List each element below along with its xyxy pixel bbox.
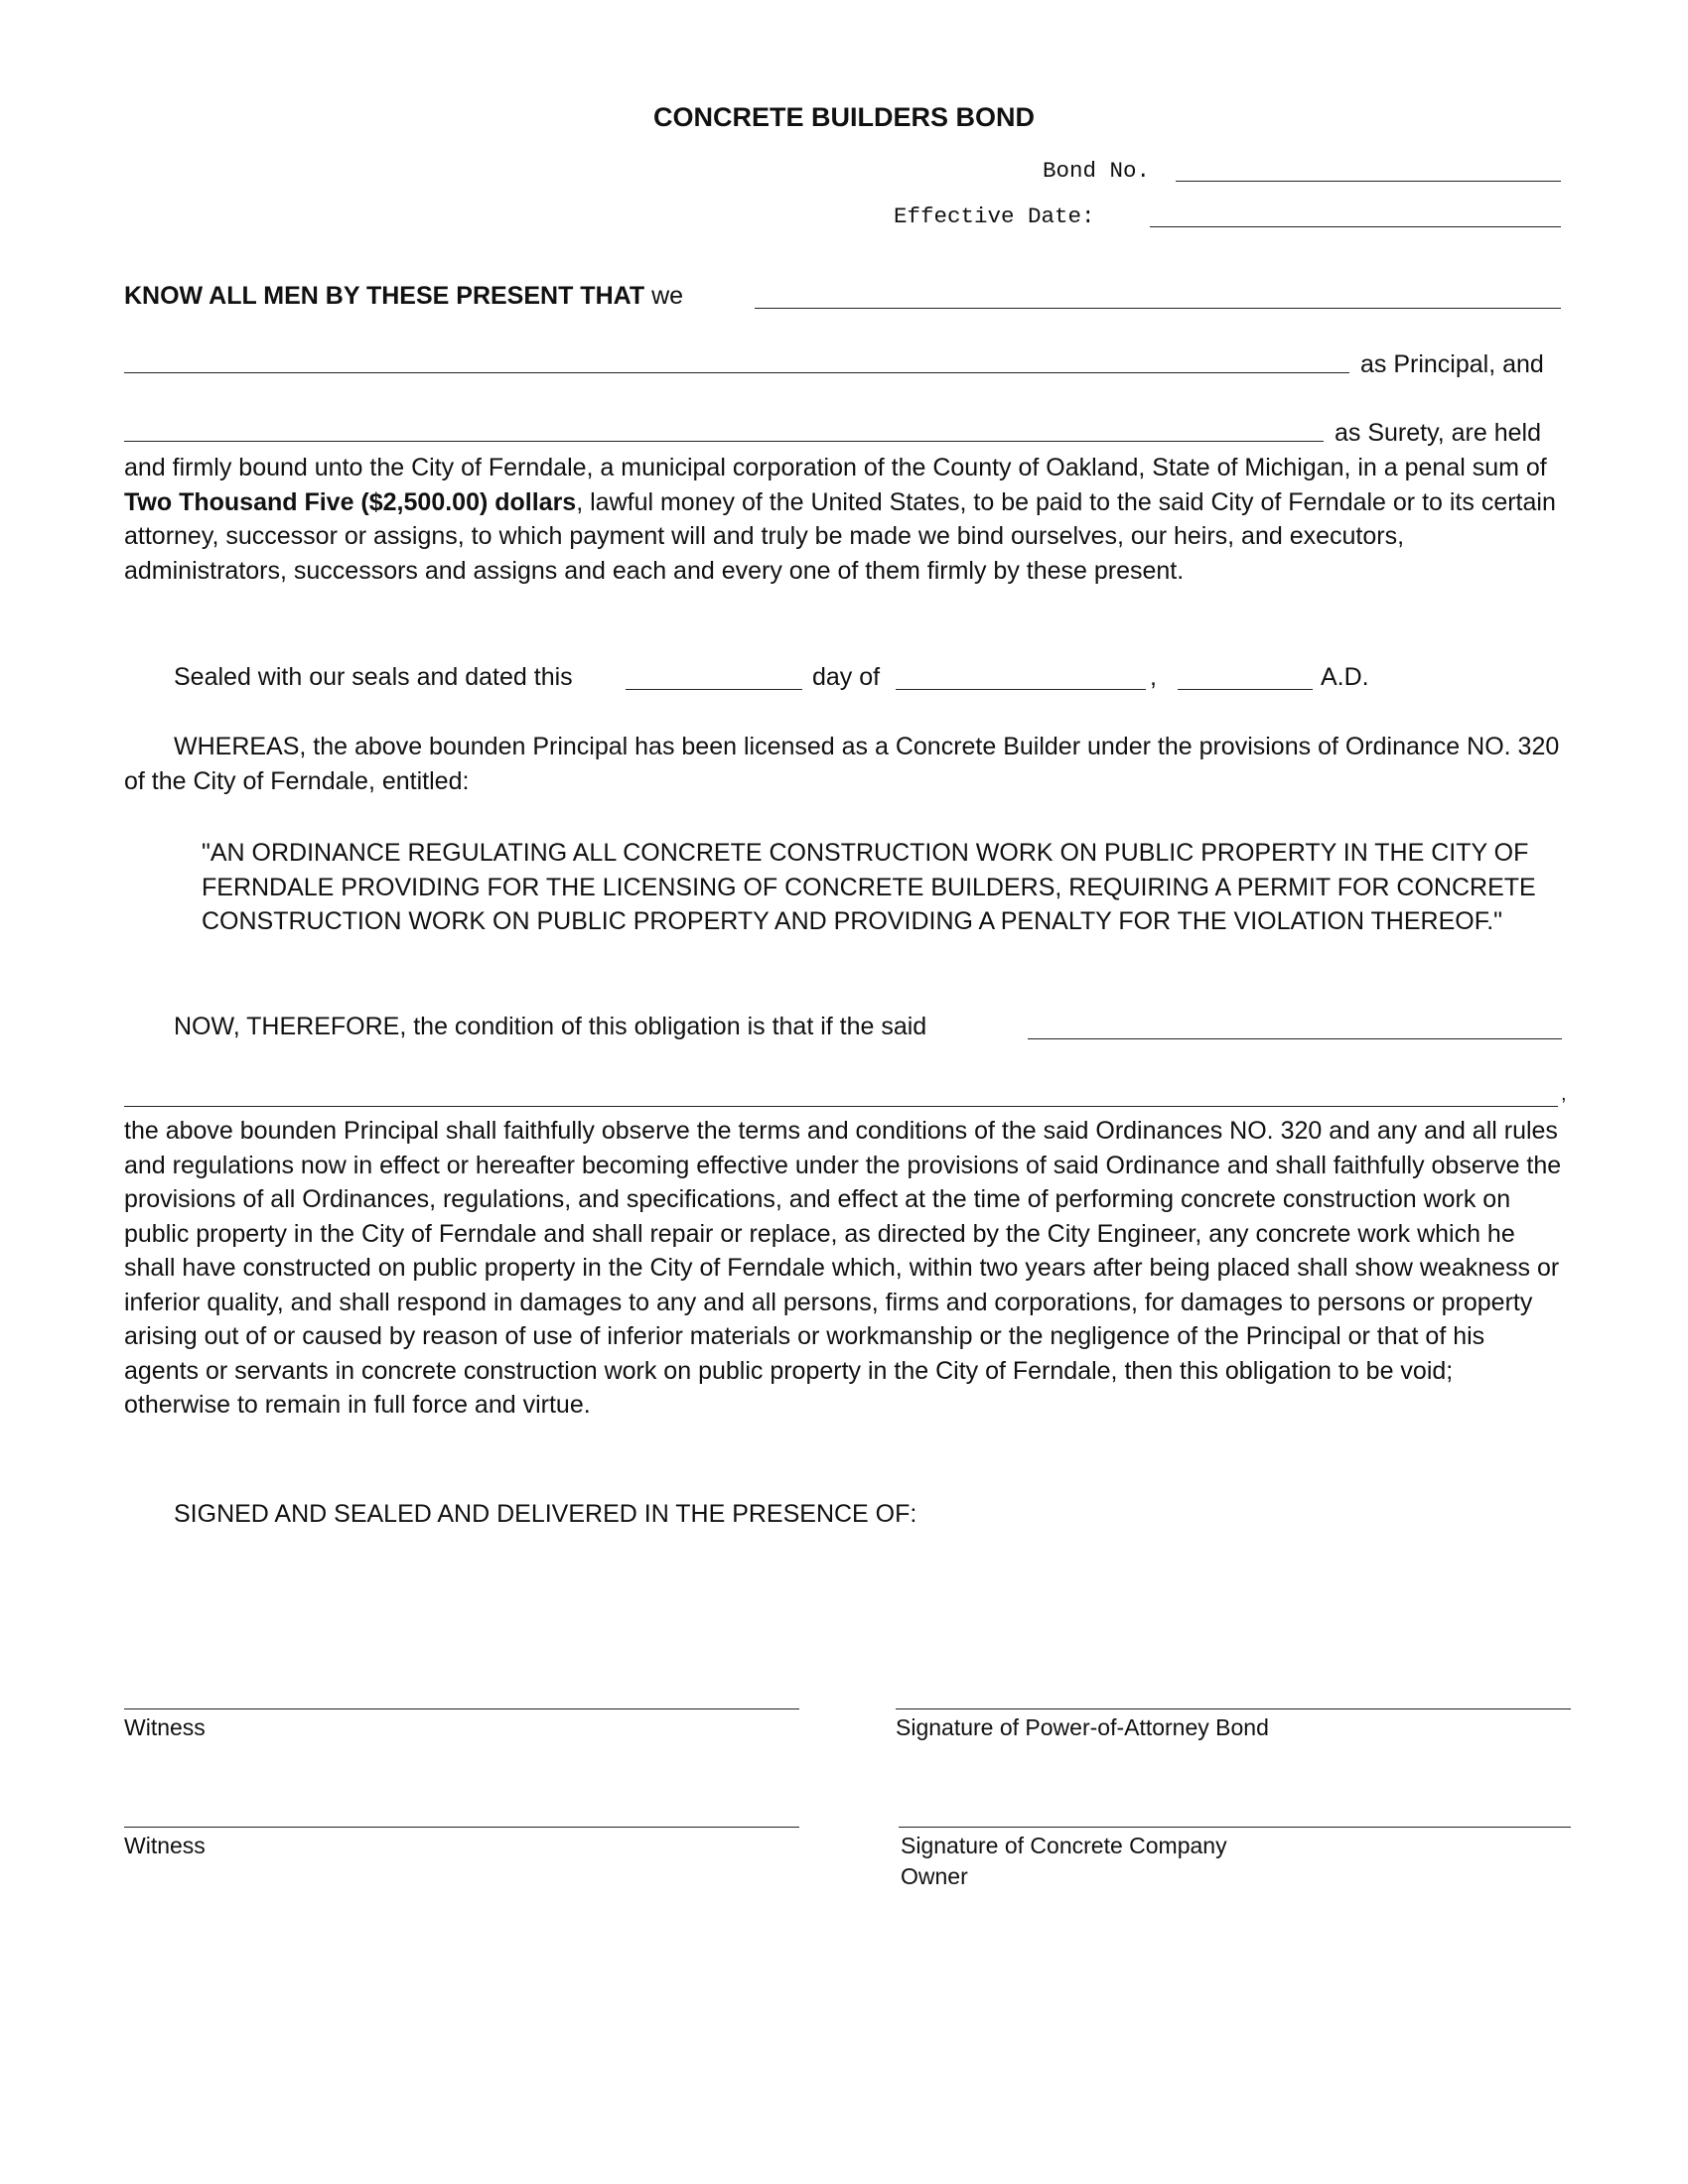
- principal-name-continued-input[interactable]: [124, 346, 1349, 373]
- sealed-prefix: Sealed with our seals and dated this: [174, 663, 573, 691]
- intro-line: [124, 279, 683, 314]
- ordinance-quote: "AN ORDINANCE REGULATING ALL CONCRETE CONSTRUCTION WORK ON PUBLIC PROPERTY IN THE CITY OF FERNDALE PROVIDING FOR THE LICENSING OF CONCRETE BUILDERS, REQUIRING A PERMIT FOR CONCRETE CONSTRUCTION WORK ON PUBLIC PROPERTY AND PROVIDING A PENALTY FOR THE VIOLATION THEREOF.": [202, 839, 1536, 935]
- whereas-paragraph: WHEREAS, the above bounden Principal has been licensed as a Concrete Builder under the provisions of Ordinance NO. 320 of the City of Ferndale, entitled:: [124, 733, 1560, 795]
- bound-text-2: , lawful money of the United States, to be paid to the said City of Ferndale or to its certain attorney, successor or assigns, to which payment will and truly be made we bind ourselves, our heirs, and executors, administrators, successors and assigns and each and every one of them firmly by these present.: [124, 487, 1556, 585]
- bound-text-1: and firmly bound unto the City of Ferndale, a municipal corporation of the County of Oakland, State of Michigan, in a penal sum of: [124, 454, 1547, 481]
- company-signature-label: Signature of Concrete Company: [901, 1833, 1227, 1858]
- intro-bold: KNOW ALL MEN BY THESE PRESENT THAT: [124, 282, 645, 310]
- said-name-comma: ,: [1561, 1083, 1567, 1105]
- as-principal-label: as Principal, and: [1360, 350, 1544, 378]
- sealed-day-input[interactable]: [626, 663, 802, 690]
- signed-heading: SIGNED AND SEALED AND DELIVERED IN THE PRESENCE OF:: [174, 1500, 917, 1528]
- sealed-comma: ,: [1150, 663, 1157, 691]
- sealed-day-of: day of: [812, 663, 881, 691]
- penal-sum: Two Thousand Five ($2,500.00) dollars: [124, 487, 577, 516]
- witness-2-label: Witness: [124, 1833, 206, 1858]
- sealed-year-input[interactable]: [1178, 663, 1313, 690]
- said-name-input[interactable]: [1028, 1013, 1562, 1039]
- sealed-ad: A.D.: [1321, 663, 1369, 691]
- bond-no-label: Bond No.: [1043, 158, 1151, 184]
- effective-date-input[interactable]: [1150, 201, 1561, 227]
- intro-we: we: [651, 282, 684, 310]
- power-of-attorney-label: Signature of Power-of-Attorney Bond: [896, 1714, 1269, 1740]
- principal-name-input[interactable]: [755, 282, 1561, 309]
- effective-date-label: Effective Date:: [894, 204, 1095, 229]
- power-of-attorney-signature-line[interactable]: [896, 1708, 1571, 1709]
- bond-no-input[interactable]: [1176, 155, 1561, 182]
- condition-paragraph: the above bounden Principal shall faithfully observe the terms and conditions of the said Ordinances NO. 320 and any and all rules and regulations now in effect or hereafter becoming effective under the provisions of said Ordinance and shall faithfully observe the provisions of all Ordinances, regulations, and specifications, and effect at the time of performing concrete construction work on public property in the City of Ferndale and shall repair or replace, as directed by the City Engineer, any concrete work which he shall have constructed on public property in the City of Ferndale which, within two years after being placed shall show weakness or inferior quality, and shall respond in damages to any and all persons, firms and corporations, for damages to persons or property arising out of or caused by reason of use of inferior materials or workmanship or the negligence of the Principal or that of his agents or servants in concrete construction work on public property in the City of Ferndale, then this obligation to be void; otherwise to remain in full force and virtue.: [124, 1117, 1562, 1419]
- document-title: CONCRETE BUILDERS BOND: [652, 102, 1035, 132]
- witness-1-signature-line[interactable]: [124, 1708, 799, 1709]
- bound-paragraph: [124, 451, 1566, 588]
- condition-prefix: NOW, THEREFORE, the condition of this obligation is that if the said: [174, 1013, 927, 1040]
- as-surety-label: as Surety, are held: [1335, 419, 1541, 447]
- sealed-month-input[interactable]: [896, 663, 1146, 690]
- surety-name-input[interactable]: [124, 415, 1324, 442]
- witness-1-label: Witness: [124, 1714, 206, 1740]
- witness-2-signature-line[interactable]: [124, 1827, 799, 1828]
- said-name-continued-input[interactable]: [124, 1080, 1558, 1107]
- company-owner-signature-line[interactable]: [899, 1827, 1571, 1828]
- company-owner-label: Owner: [901, 1863, 968, 1889]
